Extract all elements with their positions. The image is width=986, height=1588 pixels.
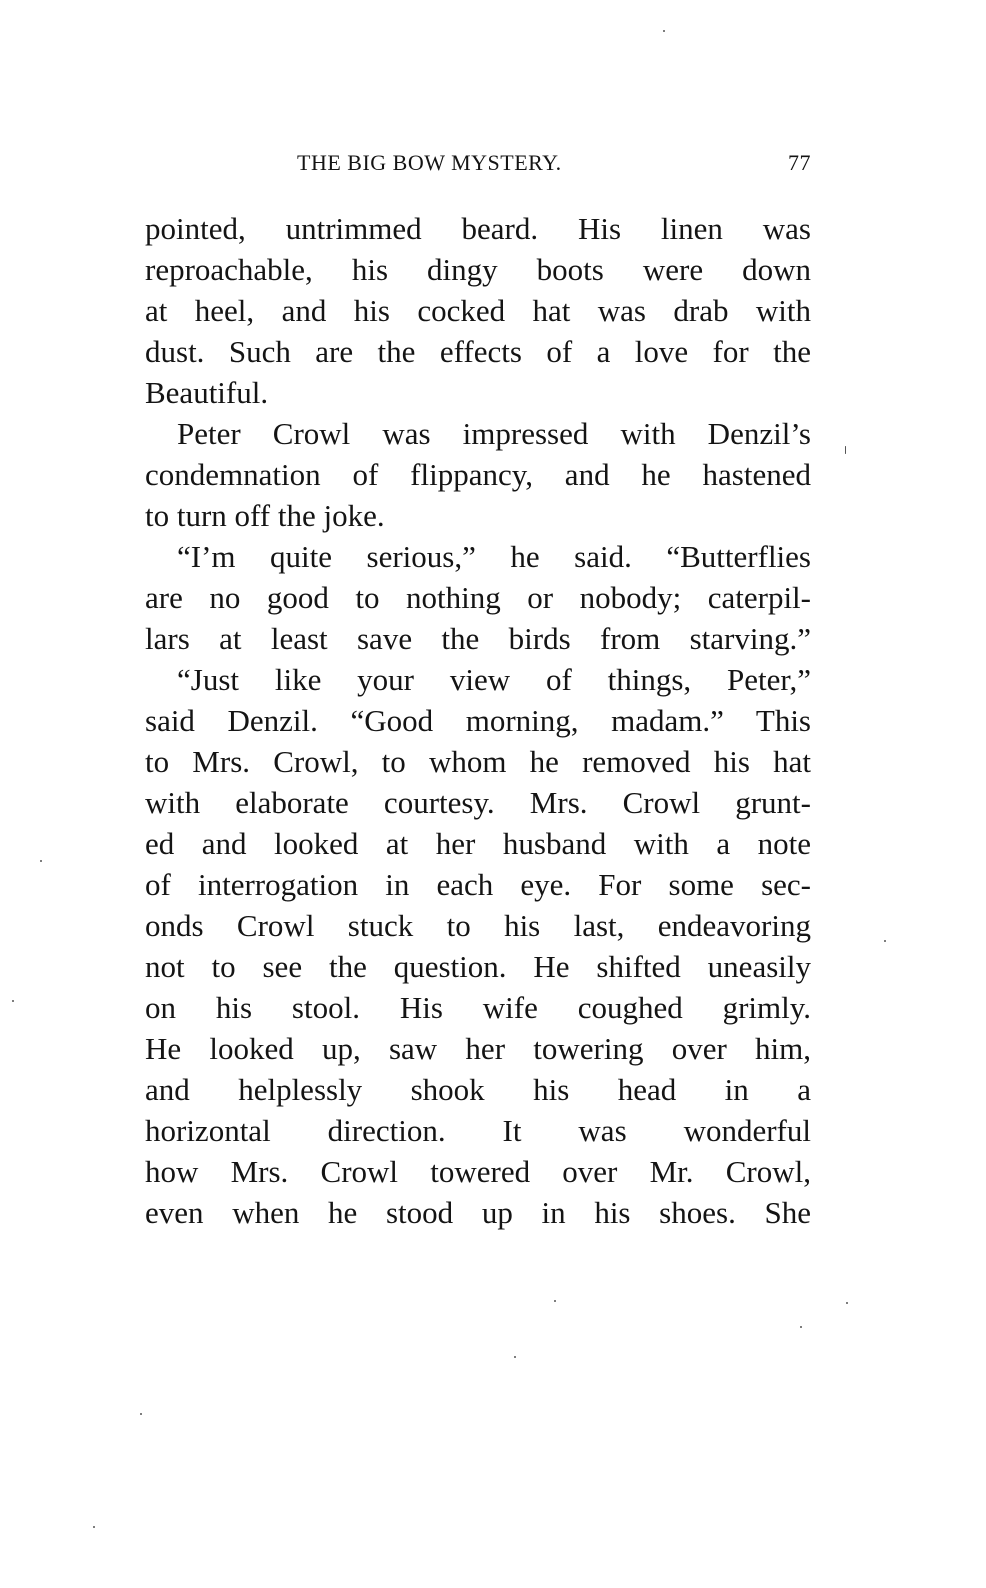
- text-line: “Just like your view of things, Peter,”: [177, 662, 811, 697]
- page-number: 77: [788, 150, 811, 175]
- text-line: and helplessly shook his head in a: [145, 1072, 811, 1107]
- body-text: [145, 208, 811, 1233]
- paper-speck: [12, 1000, 14, 1002]
- text-line: not to see the question. He shifted uneasily: [145, 949, 811, 984]
- text-line: to Mrs. Crowl, to whom he removed his hat: [145, 744, 811, 779]
- text-line: Peter Crowl was impressed with Denzil’s: [177, 416, 811, 451]
- paper-speck: [93, 1526, 95, 1528]
- paper-speck: [800, 1326, 802, 1328]
- paper-speck: [554, 1300, 556, 1302]
- text-line: onds Crowl stuck to his last, endeavoring: [145, 908, 811, 943]
- paper-speck: [845, 446, 846, 454]
- text-line: pointed, untrimmed beard. His linen was: [145, 211, 811, 246]
- text-line: with elaborate courtesy. Mrs. Crowl grunt-: [145, 785, 811, 820]
- text-line: Beautiful.: [145, 375, 269, 410]
- paper-speck: [846, 1302, 848, 1304]
- text-line: He looked up, saw her towering over him,: [145, 1031, 811, 1066]
- text-line: reproachable, his dingy boots were down: [145, 252, 811, 287]
- running-title: THE BIG BOW MYSTERY.: [297, 150, 562, 175]
- text-line: are no good to nothing or nobody; caterpil-: [145, 580, 811, 615]
- paper-speck: [884, 940, 886, 942]
- text-line: how Mrs. Crowl towered over Mr. Crowl,: [145, 1154, 811, 1189]
- text-line: said Denzil. “Good morning, madam.” This: [145, 703, 811, 738]
- paper-speck: [663, 30, 665, 32]
- paper-speck: [40, 860, 42, 862]
- running-head: [145, 150, 811, 180]
- text-line: at heel, and his cocked hat was drab with: [145, 293, 811, 328]
- paper-speck: [514, 1356, 516, 1358]
- text-line: ed and looked at her husband with a note: [145, 826, 811, 861]
- paper-speck: [140, 1413, 142, 1415]
- text-line: of interrogation in each eye. For some sec-: [145, 867, 811, 902]
- text-line: even when he stood up in his shoes. She: [145, 1195, 811, 1230]
- text-line: condemnation of flippancy, and he hastened: [145, 457, 811, 492]
- text-line: dust. Such are the effects of a love for the: [145, 334, 811, 369]
- text-line: to turn off the joke.: [145, 498, 385, 533]
- text-line: lars at least save the birds from starving.”: [145, 621, 811, 656]
- text-line: horizontal direction. It was wonderful: [145, 1113, 811, 1148]
- text-line: “I’m quite serious,” he said. “Butterflies: [177, 539, 811, 574]
- text-line: on his stool. His wife coughed grimly.: [145, 990, 811, 1025]
